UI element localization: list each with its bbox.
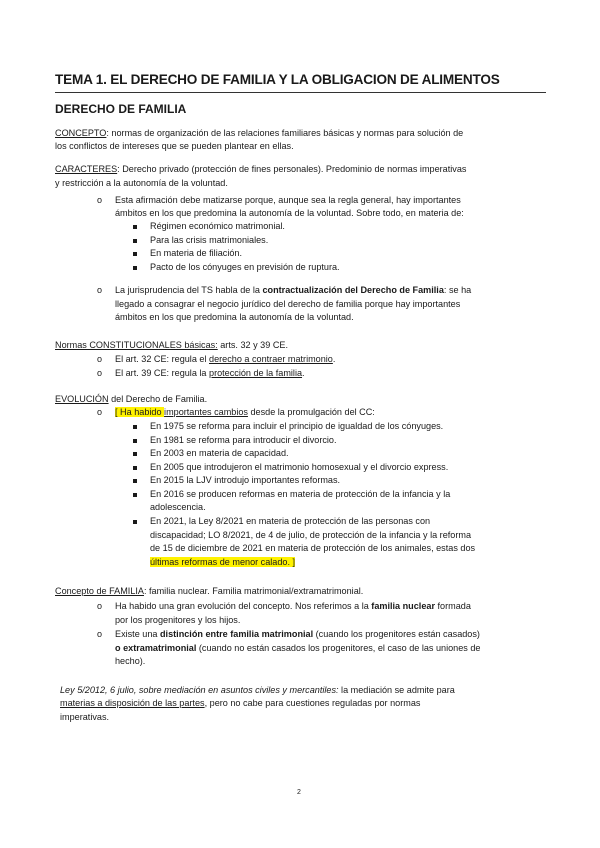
- evolucion-last-line-1: En 2021, la Ley 8/2021 en materia de protección de las personas con: [150, 516, 431, 526]
- extramatrimonial-bold: o extramatrimonial: [115, 643, 197, 653]
- ley-line-3: imperativas.: [60, 712, 110, 722]
- normas-item1-post: .: [332, 354, 336, 364]
- familia-item-1-line-1: [115, 600, 471, 614]
- familia-item2-post: (cuando los progenitores están casados): [313, 629, 480, 639]
- normas-item-1: [115, 353, 335, 367]
- sub2-pre: La jurisprudencia del TS habla de la: [115, 285, 263, 295]
- caracteres-sub2-line-1: [115, 284, 471, 298]
- familia-item2-post2: (cuando no están casados los progenitores, el caso de las uniones de: [196, 643, 481, 653]
- square-bullet-icon: [133, 425, 137, 429]
- familia-item2-pre: Existe una: [115, 629, 160, 639]
- normas-item2-pre: El art. 39 CE: regula la: [115, 368, 210, 378]
- evolucion-last-highlight: últimas reformas de menor calado. ]: [150, 557, 296, 567]
- square-bullet-icon: [133, 266, 137, 270]
- familia-item-2-line-1: [115, 628, 480, 642]
- square-bullet-icon: [133, 452, 137, 456]
- list-item: En 2015 la LJV introdujo importantes reformas.: [150, 475, 341, 485]
- circle-bullet-icon: o: [97, 195, 103, 205]
- ley-line-2: [60, 697, 420, 711]
- ley-line-1: [60, 684, 455, 698]
- list-item: Para las crisis matrimoniales.: [150, 235, 269, 245]
- normas-item1-pre: El art. 32 CE: regula el: [115, 354, 210, 364]
- evolucion-last-line-4: [150, 556, 295, 570]
- square-bullet-icon: [133, 520, 137, 524]
- familia-item1-pre: Ha habido una gran evolución del concepto. Nos referimos a la: [115, 601, 372, 611]
- evolucion-label: EVOLUCIÓN: [55, 394, 109, 404]
- normas-item2-underlined: protección de la familia: [209, 368, 303, 378]
- circle-bullet-icon: o: [97, 354, 103, 364]
- evolucion-intro-pre: [ Ha habido: [115, 407, 165, 417]
- circle-bullet-icon: o: [97, 368, 103, 378]
- list-item: En materia de filiación.: [150, 248, 242, 258]
- page-number: 2: [297, 789, 301, 796]
- concepto-label: CONCEPTO: [55, 128, 107, 138]
- caracteres-sub1-line-2: ámbitos en los que predomina la autonomía de la voluntad. Sobre todo, en materia de:: [115, 208, 464, 218]
- ley-underlined: materias a disposición de las partes: [60, 698, 205, 708]
- familia-item-1-line-2: por los progenitores y los hijos.: [115, 615, 241, 625]
- evolucion-intro-underlined: importantes cambios: [164, 407, 248, 417]
- evolucion-last-line-3: de 15 de diciembre de 2021 en materia de protección de los animales, estas dos: [150, 543, 476, 553]
- circle-bullet-icon: o: [97, 407, 103, 417]
- ley-rest: la mediación se admite para: [338, 685, 455, 695]
- square-bullet-icon: [133, 252, 137, 256]
- list-item: En 2016 se producen reformas en materia de protección de la infancia y la: [150, 489, 451, 499]
- list-item: Pacto de los cónyuges en previsión de ruptura.: [150, 262, 340, 272]
- title-rule: [55, 92, 546, 93]
- familia-nuclear-bold: familia nuclear: [371, 601, 435, 611]
- normas-rest: arts. 32 y 39 CE.: [217, 340, 288, 350]
- distincion-bold: distinción entre familia matrimonial: [160, 629, 314, 639]
- normas-line: [55, 339, 288, 353]
- list-item-continued: adolescencia.: [150, 502, 206, 512]
- normas-label: Normas CONSTITUCIONALES básicas:: [55, 340, 218, 350]
- circle-bullet-icon: o: [97, 601, 103, 611]
- concepto-text: : normas de organización de las relaciones familiares básicas y normas para solución de: [106, 128, 464, 138]
- concepto-line-1: [55, 127, 463, 141]
- evolucion-intro-post: desde la promulgación del CC:: [247, 407, 375, 417]
- familia-item-2-line-2: [115, 642, 481, 656]
- ley-line2-post: , pero no cabe para cuestiones reguladas por normas: [204, 698, 421, 708]
- caracteres-line-2: y restricción a la autonomía de la voluntad.: [55, 178, 228, 188]
- familia-item1-post: formada: [434, 601, 471, 611]
- caracteres-label: CARACTERES: [55, 164, 118, 174]
- concepto-line-2: los conflictos de intereses que se pueden plantear en ellas.: [55, 141, 294, 151]
- caracteres-sub2-line-2: llegado a consagrar el negocio jurídico del derecho de familia porque hay importantes: [115, 299, 461, 309]
- caracteres-sub2-line-3: ámbitos en los que predomina la autonomía de la voluntad.: [115, 312, 354, 322]
- normas-item1-underlined: derecho a contraer matrimonio: [209, 354, 333, 364]
- circle-bullet-icon: o: [97, 285, 103, 295]
- normas-item2-post: .: [302, 368, 305, 378]
- list-item: En 2005 que introdujeron el matrimonio homosexual y el divorcio express.: [150, 462, 449, 472]
- square-bullet-icon: [133, 225, 137, 229]
- square-bullet-icon: [133, 479, 137, 483]
- ley-italic: Ley 5/2012, 6 julio, sobre mediación en asuntos civiles y mercantiles:: [60, 685, 339, 695]
- page-title: TEMA 1. EL DERECHO DE FAMILIA Y LA OBLIGACION DE ALIMENTOS: [55, 72, 500, 87]
- concepto-familia-rest: : familia nuclear. Familia matrimonial/extramatrimonial.: [143, 586, 364, 596]
- square-bullet-icon: [133, 439, 137, 443]
- evolucion-line: [55, 393, 207, 407]
- square-bullet-icon: [133, 493, 137, 497]
- list-item: En 1981 se reforma para introducir el divorcio.: [150, 435, 337, 445]
- evolucion-rest: del Derecho de Familia.: [108, 394, 208, 404]
- circle-bullet-icon: o: [97, 629, 103, 639]
- sub2-post: : se ha: [443, 285, 472, 295]
- evolucion-last-line-2: discapacidad; LO 8/2021, de 4 de julio, de protección de la infancia y la reforma: [150, 530, 472, 540]
- contractualizacion-bold: contractualización del Derecho de Familia: [262, 285, 444, 295]
- evolucion-intro: [115, 406, 375, 420]
- list-item: En 1975 se reforma para incluir el principio de igualdad de los cónyuges.: [150, 421, 444, 431]
- normas-item-2: [115, 367, 305, 381]
- square-bullet-icon: [133, 239, 137, 243]
- square-bullet-icon: [133, 466, 137, 470]
- list-item: Régimen económico matrimonial.: [150, 221, 285, 231]
- concepto-familia-label: Concepto de FAMILIA: [55, 586, 144, 596]
- concepto-familia-line: [55, 585, 363, 599]
- familia-item-2-line-3: hecho).: [115, 656, 146, 666]
- list-item: En 2003 en materia de capacidad.: [150, 448, 289, 458]
- caracteres-line-1: [55, 163, 466, 177]
- caracteres-sub1-line-1: Esta afirmación debe matizarse porque, aunque sea la regla general, hay importantes: [115, 195, 461, 205]
- section-heading: DERECHO DE FAMILIA: [55, 102, 187, 116]
- caracteres-text: : Derecho privado (protección de fines personales). Predominio de normas imperativas: [117, 164, 467, 174]
